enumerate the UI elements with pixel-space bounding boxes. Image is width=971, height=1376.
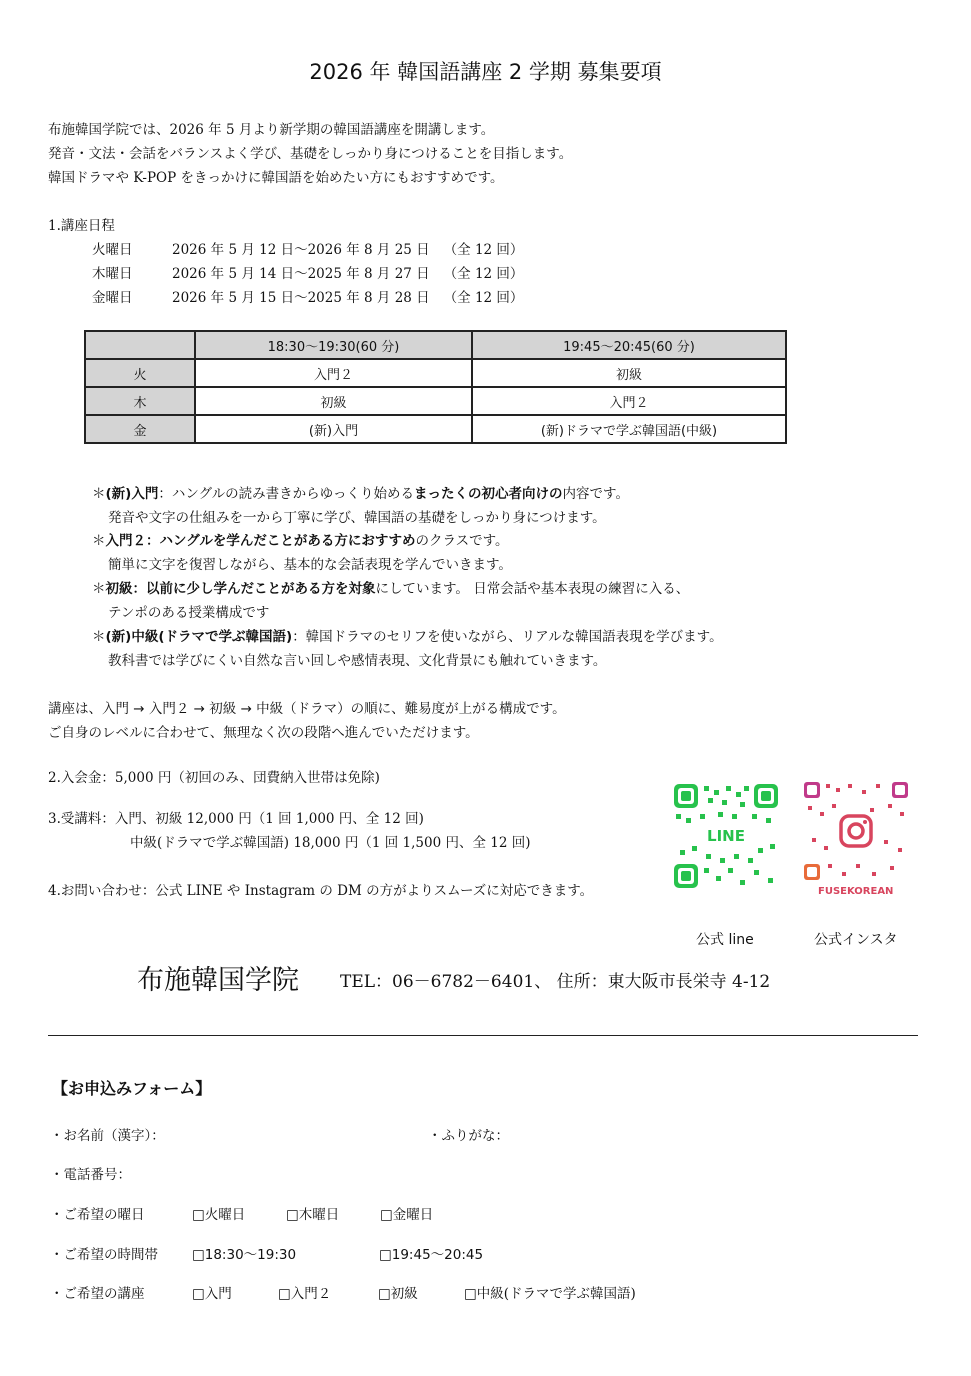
- checkbox-thursday[interactable]: □木曜日: [286, 1207, 340, 1223]
- intro-line-2: 発音・文法・会話をバランスよく学び、基礎をしっかり身につけることを目指します。: [48, 146, 573, 162]
- note-bold: (新)入門: [105, 486, 159, 502]
- page-title: 2026 年 韓国語講座 2 学期 募集要項: [309, 60, 662, 84]
- schedule-range: 2026 年 5 月 12 日～2026 年 8 月 25 日: [172, 242, 430, 258]
- instagram-brand: FUSEKOREAN: [818, 886, 894, 897]
- checkbox-course-elementary[interactable]: □初級: [378, 1286, 418, 1302]
- schedule-count: （全 12 回）: [443, 290, 524, 306]
- note-star: ＊: [92, 581, 106, 597]
- divider: [48, 1035, 918, 1036]
- schedule-day: 金曜日: [92, 290, 133, 306]
- note-bold: (新)中級(ドラマで学ぶ韓国語): [105, 629, 293, 645]
- line-label: 公式 line: [696, 932, 754, 948]
- instagram-qr-code-icon[interactable]: [804, 782, 908, 886]
- checkbox-course-intermediate[interactable]: □中級(ドラマで学ぶ韓国語): [464, 1286, 636, 1302]
- note-text: ：韓国ドラマのセリフを使いながら、リアルな韓国語表現を学びます。: [292, 629, 723, 645]
- note-bold: 入門２：ハングルを学んだことがある方におすすめ: [105, 533, 416, 549]
- checkbox-tuesday[interactable]: □火曜日: [192, 1207, 246, 1223]
- checkbox-course-intro[interactable]: □入門: [192, 1286, 232, 1302]
- note-star: ＊: [92, 486, 106, 502]
- table-day-cell: 金: [85, 415, 195, 443]
- table-day-cell: 火: [85, 359, 195, 387]
- schedule-day: 木曜日: [92, 266, 133, 282]
- note-beginner: [92, 482, 629, 502]
- schedule-range: 2026 年 5 月 14 日～2025 年 8 月 27 日: [172, 266, 430, 282]
- note-bold: まったくの初心者向けの: [414, 486, 563, 502]
- entry-fee: 2.入会金：5,000 円（初回のみ、団費納入世帯は免除): [48, 770, 380, 786]
- note-line2: 教科書では学びにくい自然な言い回しや感情表現、文化背景にも触れていきます。: [108, 653, 607, 669]
- progression-line-1: 講座は、入門 → 入門２ → 初級 → 中級（ドラマ）の順に、難易度が上がる構成です。: [48, 701, 566, 717]
- instagram-label: 公式インスタ: [814, 932, 898, 948]
- note-elementary: [92, 577, 689, 597]
- line-qr-word: LINE: [707, 827, 745, 845]
- checkbox-time-2[interactable]: □19:45～20:45: [379, 1247, 484, 1263]
- timetable: [84, 330, 787, 444]
- contact-info: 4.お問い合わせ：公式 LINE や Instagram の DM の方がよりスムーズに対応できます。: [48, 883, 594, 899]
- note-line2: 発音や文字の仕組みを一から丁寧に学び、韓国語の基礎をしっかり身につけます。: [108, 510, 606, 526]
- note-text: のクラスです。: [415, 533, 509, 549]
- note-text: 内容です。: [562, 486, 629, 502]
- intro-line-1: 布施韓国学院では、2026 年 5 月より新学期の韓国語講座を開講します。: [48, 122, 495, 138]
- form-heading: 【お申込みフォーム】: [52, 1079, 212, 1098]
- tuition-fee: 3.受講料：入門、初級 12,000 円（1 回 1,000 円、全 12 回): [48, 811, 424, 827]
- form-course-label: ・ご希望の講座: [50, 1286, 145, 1302]
- table-row: [85, 331, 786, 359]
- note-bold: 初級：以前に少し学んだことがある方を対象: [105, 581, 376, 597]
- table-row: [85, 415, 786, 443]
- table-header-cell: 19:45～20:45(60 分): [472, 331, 786, 359]
- note-line2: 簡単に文字を復習しながら、基本的な会話表現を学んでいきます。: [108, 557, 512, 573]
- table-row: [85, 359, 786, 387]
- note-star: ＊: [92, 533, 106, 549]
- form-name-label: ・お名前（漢字）：: [50, 1128, 165, 1144]
- table-row: [85, 387, 786, 415]
- schedule-day: 火曜日: [92, 242, 133, 258]
- table-day-cell: 木: [85, 387, 195, 415]
- school-contact: TEL：06－6782－6401、 住所：東大阪市長栄寺 4-12: [340, 972, 771, 992]
- table-cell: (新)入門: [195, 415, 472, 443]
- note-intro2: [92, 529, 508, 549]
- checkbox-friday[interactable]: □金曜日: [380, 1207, 434, 1223]
- intro-line-3: 韓国ドラマや K-POP をきっかけに韓国語を始めたい方にもおすすめです。: [48, 170, 504, 186]
- schedule-count: （全 12 回）: [443, 266, 524, 282]
- table-header-cell: [85, 331, 195, 359]
- table-cell: 入門２: [472, 387, 786, 415]
- tuition-fee-intermediate: 中級(ドラマで学ぶ韓国語) 18,000 円（1 回 1,500 円、全 12 回): [130, 835, 531, 851]
- table-cell: 入門２: [195, 359, 472, 387]
- table-cell: 初級: [472, 359, 786, 387]
- progression-line-2: ご自身のレベルに合わせて、無理なく次の段階へ進んでいただけます。: [48, 725, 479, 741]
- schedule-range: 2026 年 5 月 15 日～2025 年 8 月 28 日: [172, 290, 430, 306]
- table-cell: 初級: [195, 387, 472, 415]
- schedule-row: [92, 286, 523, 306]
- schedule-heading: 1.講座日程: [48, 218, 115, 234]
- line-qr-code-icon[interactable]: [674, 784, 778, 888]
- table-cell: (新)ドラマで学ぶ韓国語(中級): [472, 415, 786, 443]
- note-intermediate: [92, 625, 723, 645]
- schedule-row: [92, 238, 523, 258]
- note-text: にしています。 日常会話や基本表現の練習に入る、: [375, 581, 690, 597]
- schedule-row: [92, 262, 523, 282]
- checkbox-time-1[interactable]: □18:30～19:30: [192, 1247, 297, 1263]
- form-day-label: ・ご希望の曜日: [50, 1207, 145, 1223]
- note-star: ＊: [92, 629, 106, 645]
- schedule-count: （全 12 回）: [443, 242, 524, 258]
- form-phone-label: ・電話番号：: [50, 1167, 131, 1183]
- form-furigana-label: ・ふりがな：: [428, 1128, 509, 1144]
- checkbox-course-intro2[interactable]: □入門２: [278, 1286, 332, 1302]
- note-line2: テンポのある授業構成です: [108, 605, 270, 621]
- note-text: ：ハングルの読み書きからゆっくり始める: [158, 486, 415, 502]
- form-time-label: ・ご希望の時間帯: [50, 1247, 158, 1263]
- school-name: 布施韓国学院: [137, 965, 299, 996]
- table-header-cell: 18:30～19:30(60 分): [195, 331, 472, 359]
